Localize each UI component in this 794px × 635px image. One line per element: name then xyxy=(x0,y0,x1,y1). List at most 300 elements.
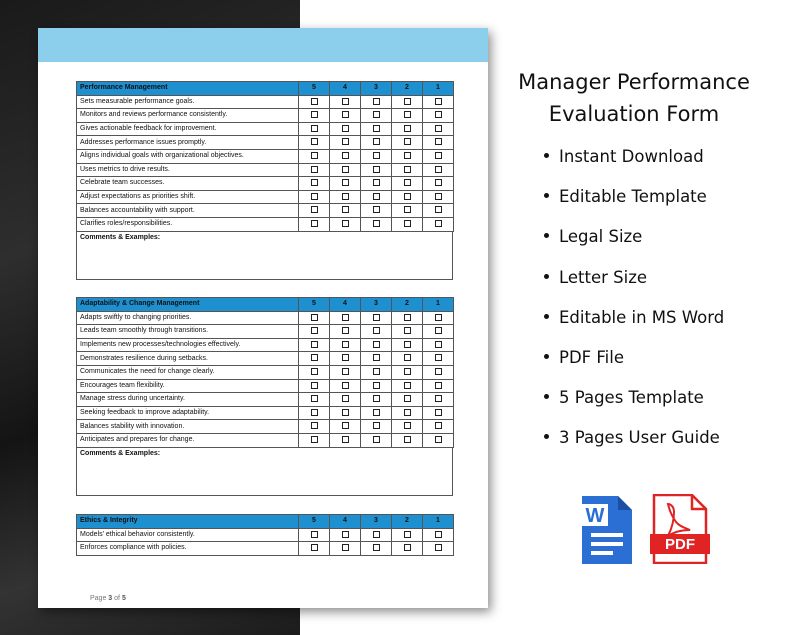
rating-checkbox[interactable] xyxy=(404,409,411,416)
rating-header: 4 xyxy=(330,82,361,96)
rating-checkbox[interactable] xyxy=(342,341,349,348)
feature-label: Instant Download xyxy=(559,147,704,166)
rating-checkbox[interactable] xyxy=(311,436,318,443)
rating-checkbox[interactable] xyxy=(373,179,380,186)
rating-checkbox[interactable] xyxy=(404,341,411,348)
rating-checkbox[interactable] xyxy=(342,409,349,416)
rating-checkbox[interactable] xyxy=(311,166,318,173)
rating-checkbox[interactable] xyxy=(373,206,380,213)
rating-checkbox[interactable] xyxy=(435,382,442,389)
rating-cell xyxy=(423,163,454,177)
rating-checkbox[interactable] xyxy=(404,531,411,538)
rating-checkbox[interactable] xyxy=(435,193,442,200)
rating-checkbox[interactable] xyxy=(311,138,318,145)
rating-cell xyxy=(423,379,454,393)
rating-checkbox[interactable] xyxy=(404,111,411,118)
rating-checkbox[interactable] xyxy=(435,152,442,159)
rating-header: 5 xyxy=(299,82,330,96)
feature-label: PDF File xyxy=(559,347,625,367)
section-title: Ethics & Integrity xyxy=(77,515,299,529)
rating-checkbox[interactable] xyxy=(404,422,411,429)
rating-checkbox[interactable] xyxy=(311,531,318,538)
rating-checkbox[interactable] xyxy=(342,314,349,321)
rating-cell xyxy=(423,433,454,447)
product-title xyxy=(500,66,768,130)
rating-checkbox[interactable] xyxy=(373,314,380,321)
rating-cell xyxy=(299,420,330,434)
rating-checkbox[interactable] xyxy=(435,314,442,321)
rating-checkbox[interactable] xyxy=(373,436,380,443)
rating-checkbox[interactable] xyxy=(342,193,349,200)
rating-cell xyxy=(330,177,361,191)
rating-cell xyxy=(330,217,361,231)
rating-cell xyxy=(392,95,423,109)
title-line-1: Manager Performance xyxy=(518,70,750,94)
rating-checkbox[interactable] xyxy=(404,327,411,334)
table-row xyxy=(77,338,454,352)
rating-cell xyxy=(423,406,454,420)
rating-checkbox[interactable] xyxy=(311,409,318,416)
rating-cell xyxy=(423,149,454,163)
rating-cell xyxy=(392,528,423,542)
rating-cell xyxy=(392,311,423,325)
rating-checkbox[interactable] xyxy=(435,179,442,186)
feature-item xyxy=(544,344,724,384)
criterion-label: Gives actionable feedback for improvement. xyxy=(77,122,299,136)
rating-cell xyxy=(423,217,454,231)
rating-checkbox[interactable] xyxy=(342,544,349,551)
feature-item xyxy=(544,384,724,424)
rating-cell xyxy=(392,365,423,379)
rating-checkbox[interactable] xyxy=(373,382,380,389)
rating-checkbox[interactable] xyxy=(373,193,380,200)
rating-checkbox[interactable] xyxy=(435,395,442,402)
rating-checkbox[interactable] xyxy=(373,354,380,361)
comments-label: Comments & Examples: xyxy=(80,233,161,241)
section-ethics-integrity xyxy=(76,514,453,556)
rating-checkbox[interactable] xyxy=(435,354,442,361)
rating-cell xyxy=(299,379,330,393)
table-row xyxy=(77,190,454,204)
criterion-label: Seeking feedback to improve adaptability. xyxy=(77,406,299,420)
rating-checkbox[interactable] xyxy=(311,544,318,551)
rating-checkbox[interactable] xyxy=(404,179,411,186)
rating-cell xyxy=(392,163,423,177)
title-line-2: Evaluation Form xyxy=(548,102,720,126)
rating-checkbox[interactable] xyxy=(311,220,318,227)
rating-cell xyxy=(330,136,361,150)
rating-checkbox[interactable] xyxy=(342,220,349,227)
rating-checkbox[interactable] xyxy=(373,138,380,145)
feature-label: Editable Template xyxy=(559,187,707,207)
rating-checkbox[interactable] xyxy=(404,98,411,105)
comments-box[interactable] xyxy=(76,448,453,496)
rating-checkbox[interactable] xyxy=(311,193,318,200)
rating-cell xyxy=(299,311,330,325)
rating-checkbox[interactable] xyxy=(373,422,380,429)
rating-checkbox[interactable] xyxy=(404,395,411,402)
rating-cell xyxy=(299,365,330,379)
rating-cell xyxy=(330,204,361,218)
criterion-label: Addresses performance issues promptly. xyxy=(77,136,299,150)
rating-checkbox[interactable] xyxy=(435,111,442,118)
rating-checkbox[interactable] xyxy=(435,327,442,334)
rating-checkbox[interactable] xyxy=(342,422,349,429)
rating-checkbox[interactable] xyxy=(311,341,318,348)
rating-header: 4 xyxy=(330,298,361,312)
bullet-icon xyxy=(544,233,549,238)
rating-cell xyxy=(299,542,330,556)
rating-checkbox[interactable] xyxy=(404,193,411,200)
rating-checkbox[interactable] xyxy=(404,152,411,159)
form-page-preview xyxy=(38,28,488,608)
criterion-label: Balances stability with innovation. xyxy=(77,420,299,434)
rating-cell xyxy=(330,149,361,163)
rating-checkbox[interactable] xyxy=(342,327,349,334)
rating-cell xyxy=(361,433,392,447)
table-row xyxy=(77,177,454,191)
criterion-label: Aligns individual goals with organizational objectives. xyxy=(77,149,299,163)
rating-cell xyxy=(330,406,361,420)
criterion-label: Adjust expectations as priorities shift. xyxy=(77,190,299,204)
rating-header: 1 xyxy=(423,82,454,96)
rating-checkbox[interactable] xyxy=(373,152,380,159)
rating-checkbox[interactable] xyxy=(373,327,380,334)
feature-item xyxy=(544,223,724,263)
table-row xyxy=(77,420,454,434)
rating-cell xyxy=(330,109,361,123)
rating-checkbox[interactable] xyxy=(311,152,318,159)
rating-checkbox[interactable] xyxy=(311,395,318,402)
criterion-label: Leads team smoothly through transitions. xyxy=(77,325,299,339)
pdf-icon-label: PDF xyxy=(665,536,695,553)
rating-cell xyxy=(361,204,392,218)
word-icon xyxy=(582,496,632,564)
page-header-band xyxy=(38,28,488,62)
table-row xyxy=(77,528,454,542)
rating-checkbox[interactable] xyxy=(404,544,411,551)
section-adaptability xyxy=(76,297,453,496)
rating-checkbox[interactable] xyxy=(373,98,380,105)
rating-cell xyxy=(330,338,361,352)
criterion-label: Sets measurable performance goals. xyxy=(77,95,299,109)
rating-cell xyxy=(423,190,454,204)
rating-checkbox[interactable] xyxy=(435,422,442,429)
rating-header: 5 xyxy=(299,515,330,529)
rating-cell xyxy=(392,204,423,218)
rating-checkbox[interactable] xyxy=(342,382,349,389)
feature-label: Letter Size xyxy=(559,267,648,287)
rating-cell xyxy=(330,379,361,393)
rating-checkbox[interactable] xyxy=(404,354,411,361)
feature-label: Editable in MS Word xyxy=(559,307,725,327)
rating-checkbox[interactable] xyxy=(435,166,442,173)
rating-checkbox[interactable] xyxy=(373,125,380,132)
rating-checkbox[interactable] xyxy=(404,436,411,443)
rating-checkbox[interactable] xyxy=(342,368,349,375)
rating-checkbox[interactable] xyxy=(373,409,380,416)
rating-cell xyxy=(330,352,361,366)
rating-cell xyxy=(361,136,392,150)
rating-cell xyxy=(330,190,361,204)
feature-label: 3 Pages User Guide xyxy=(559,428,720,448)
rating-cell xyxy=(299,393,330,407)
rating-cell xyxy=(361,393,392,407)
evaluation-table xyxy=(76,81,454,232)
rating-checkbox[interactable] xyxy=(373,368,380,375)
bullet-icon xyxy=(544,193,549,198)
word-icon-letter: W xyxy=(585,505,605,527)
rating-cell xyxy=(423,95,454,109)
criterion-label: Manage stress during uncertainty. xyxy=(77,393,299,407)
rating-cell xyxy=(423,204,454,218)
comments-label: Comments & Examples: xyxy=(80,449,161,457)
table-row xyxy=(77,136,454,150)
rating-cell xyxy=(392,379,423,393)
rating-cell xyxy=(423,528,454,542)
rating-checkbox[interactable] xyxy=(404,138,411,145)
rating-header: 2 xyxy=(392,515,423,529)
criterion-label: Adapts swiftly to changing priorities. xyxy=(77,311,299,325)
table-row xyxy=(77,325,454,339)
criterion-label: Balances accountability with support. xyxy=(77,204,299,218)
section-title: Adaptability & Change Management xyxy=(77,298,299,312)
rating-checkbox[interactable] xyxy=(311,368,318,375)
rating-cell xyxy=(330,393,361,407)
rating-cell xyxy=(392,420,423,434)
rating-checkbox[interactable] xyxy=(342,152,349,159)
rating-checkbox[interactable] xyxy=(435,125,442,132)
comments-box[interactable] xyxy=(76,232,453,280)
rating-cell xyxy=(299,95,330,109)
criterion-label: Communicates the need for change clearly. xyxy=(77,365,299,379)
table-row xyxy=(77,311,454,325)
bullet-icon xyxy=(544,434,549,439)
rating-checkbox[interactable] xyxy=(311,382,318,389)
pdf-icon xyxy=(650,494,710,564)
rating-cell xyxy=(423,109,454,123)
rating-checkbox[interactable] xyxy=(311,314,318,321)
rating-checkbox[interactable] xyxy=(342,125,349,132)
rating-checkbox[interactable] xyxy=(373,531,380,538)
rating-cell xyxy=(392,433,423,447)
rating-cell xyxy=(392,122,423,136)
feature-label: 5 Pages Template xyxy=(559,388,704,408)
table-row xyxy=(77,204,454,218)
rating-cell xyxy=(361,420,392,434)
rating-cell xyxy=(361,528,392,542)
criterion-label: Demonstrates resilience during setbacks. xyxy=(77,352,299,366)
rating-cell xyxy=(299,190,330,204)
criterion-label: Uses metrics to drive results. xyxy=(77,163,299,177)
rating-cell xyxy=(361,311,392,325)
bullet-icon xyxy=(544,153,549,158)
rating-cell xyxy=(423,420,454,434)
criterion-label: Celebrate team successes. xyxy=(77,177,299,191)
rating-checkbox[interactable] xyxy=(311,125,318,132)
rating-cell xyxy=(361,217,392,231)
rating-checkbox[interactable] xyxy=(404,382,411,389)
rating-checkbox[interactable] xyxy=(311,206,318,213)
rating-checkbox[interactable] xyxy=(373,166,380,173)
rating-cell xyxy=(330,95,361,109)
bullet-icon xyxy=(544,394,549,399)
rating-checkbox[interactable] xyxy=(435,531,442,538)
rating-checkbox[interactable] xyxy=(373,395,380,402)
feature-item xyxy=(544,264,724,304)
rating-cell xyxy=(299,177,330,191)
rating-checkbox[interactable] xyxy=(311,111,318,118)
rating-checkbox[interactable] xyxy=(404,206,411,213)
rating-checkbox[interactable] xyxy=(373,544,380,551)
rating-cell xyxy=(330,325,361,339)
rating-cell xyxy=(392,325,423,339)
feature-item xyxy=(544,183,724,223)
rating-cell xyxy=(423,311,454,325)
rating-cell xyxy=(330,311,361,325)
rating-checkbox[interactable] xyxy=(435,368,442,375)
table-row xyxy=(77,352,454,366)
rating-checkbox[interactable] xyxy=(435,341,442,348)
table-row xyxy=(77,393,454,407)
rating-cell xyxy=(392,177,423,191)
table-row xyxy=(77,542,454,556)
rating-checkbox[interactable] xyxy=(342,111,349,118)
table-row xyxy=(77,217,454,231)
rating-cell xyxy=(392,149,423,163)
feature-item xyxy=(544,424,724,464)
table-row xyxy=(77,95,454,109)
rating-checkbox[interactable] xyxy=(404,166,411,173)
table-row xyxy=(77,109,454,123)
rating-cell xyxy=(330,433,361,447)
rating-cell xyxy=(361,122,392,136)
rating-checkbox[interactable] xyxy=(311,354,318,361)
criterion-label: Implements new processes/technologies effectively. xyxy=(77,338,299,352)
rating-cell xyxy=(330,528,361,542)
section-performance-management xyxy=(76,81,453,280)
table-row xyxy=(77,163,454,177)
rating-cell xyxy=(299,149,330,163)
rating-cell xyxy=(392,136,423,150)
rating-checkbox[interactable] xyxy=(342,166,349,173)
rating-header: 2 xyxy=(392,298,423,312)
rating-cell xyxy=(423,177,454,191)
rating-checkbox[interactable] xyxy=(342,138,349,145)
criterion-label: Anticipates and prepares for change. xyxy=(77,433,299,447)
rating-checkbox[interactable] xyxy=(404,125,411,132)
rating-checkbox[interactable] xyxy=(404,368,411,375)
rating-cell xyxy=(299,109,330,123)
rating-cell xyxy=(392,217,423,231)
table-row xyxy=(77,122,454,136)
rating-checkbox[interactable] xyxy=(342,531,349,538)
rating-cell xyxy=(361,406,392,420)
bullet-icon xyxy=(544,274,549,279)
rating-header: 3 xyxy=(361,515,392,529)
rating-header: 3 xyxy=(361,298,392,312)
rating-cell xyxy=(299,433,330,447)
criterion-label: Clarifies roles/responsibilities. xyxy=(77,217,299,231)
rating-cell xyxy=(392,542,423,556)
rating-cell xyxy=(392,352,423,366)
rating-cell xyxy=(299,406,330,420)
rating-checkbox[interactable] xyxy=(342,436,349,443)
rating-cell xyxy=(361,190,392,204)
rating-cell xyxy=(299,352,330,366)
criterion-label: Models' ethical behavior consistently. xyxy=(77,528,299,542)
rating-cell xyxy=(361,379,392,393)
rating-checkbox[interactable] xyxy=(342,395,349,402)
rating-header: 3 xyxy=(361,82,392,96)
rating-cell xyxy=(392,406,423,420)
rating-cell xyxy=(392,338,423,352)
rating-cell xyxy=(299,163,330,177)
rating-checkbox[interactable] xyxy=(435,544,442,551)
rating-checkbox[interactable] xyxy=(342,179,349,186)
rating-checkbox[interactable] xyxy=(435,138,442,145)
rating-checkbox[interactable] xyxy=(435,409,442,416)
rating-checkbox[interactable] xyxy=(435,98,442,105)
rating-checkbox[interactable] xyxy=(311,327,318,334)
rating-checkbox[interactable] xyxy=(435,220,442,227)
rating-checkbox[interactable] xyxy=(373,111,380,118)
rating-cell xyxy=(423,325,454,339)
rating-cell xyxy=(361,325,392,339)
table-row xyxy=(77,433,454,447)
rating-cell xyxy=(299,204,330,218)
rating-cell xyxy=(423,365,454,379)
rating-cell xyxy=(423,542,454,556)
page-footer: Page 3 of 5 xyxy=(90,595,126,602)
rating-checkbox[interactable] xyxy=(435,206,442,213)
feature-list xyxy=(544,143,724,465)
rating-checkbox[interactable] xyxy=(342,354,349,361)
rating-cell xyxy=(392,109,423,123)
bullet-icon xyxy=(544,354,549,359)
rating-checkbox[interactable] xyxy=(311,179,318,186)
rating-header: 1 xyxy=(423,515,454,529)
rating-cell xyxy=(361,365,392,379)
rating-checkbox[interactable] xyxy=(404,314,411,321)
table-row xyxy=(77,379,454,393)
feature-item xyxy=(544,304,724,344)
rating-header: 4 xyxy=(330,515,361,529)
table-row xyxy=(77,365,454,379)
rating-checkbox[interactable] xyxy=(311,422,318,429)
rating-cell xyxy=(361,95,392,109)
rating-cell xyxy=(423,136,454,150)
rating-checkbox[interactable] xyxy=(342,206,349,213)
rating-cell xyxy=(392,190,423,204)
section-title: Performance Management xyxy=(77,82,299,96)
rating-checkbox[interactable] xyxy=(342,98,349,105)
rating-cell xyxy=(361,542,392,556)
rating-cell xyxy=(423,352,454,366)
rating-checkbox[interactable] xyxy=(404,220,411,227)
rating-cell xyxy=(330,122,361,136)
feature-label: Legal Size xyxy=(559,227,643,247)
rating-cell xyxy=(361,163,392,177)
rating-checkbox[interactable] xyxy=(311,98,318,105)
rating-checkbox[interactable] xyxy=(373,220,380,227)
evaluation-table xyxy=(76,514,454,556)
feature-item xyxy=(544,143,724,183)
rating-checkbox[interactable] xyxy=(435,436,442,443)
criterion-label: Monitors and reviews performance consistently. xyxy=(77,109,299,123)
rating-cell xyxy=(423,338,454,352)
rating-checkbox[interactable] xyxy=(373,341,380,348)
